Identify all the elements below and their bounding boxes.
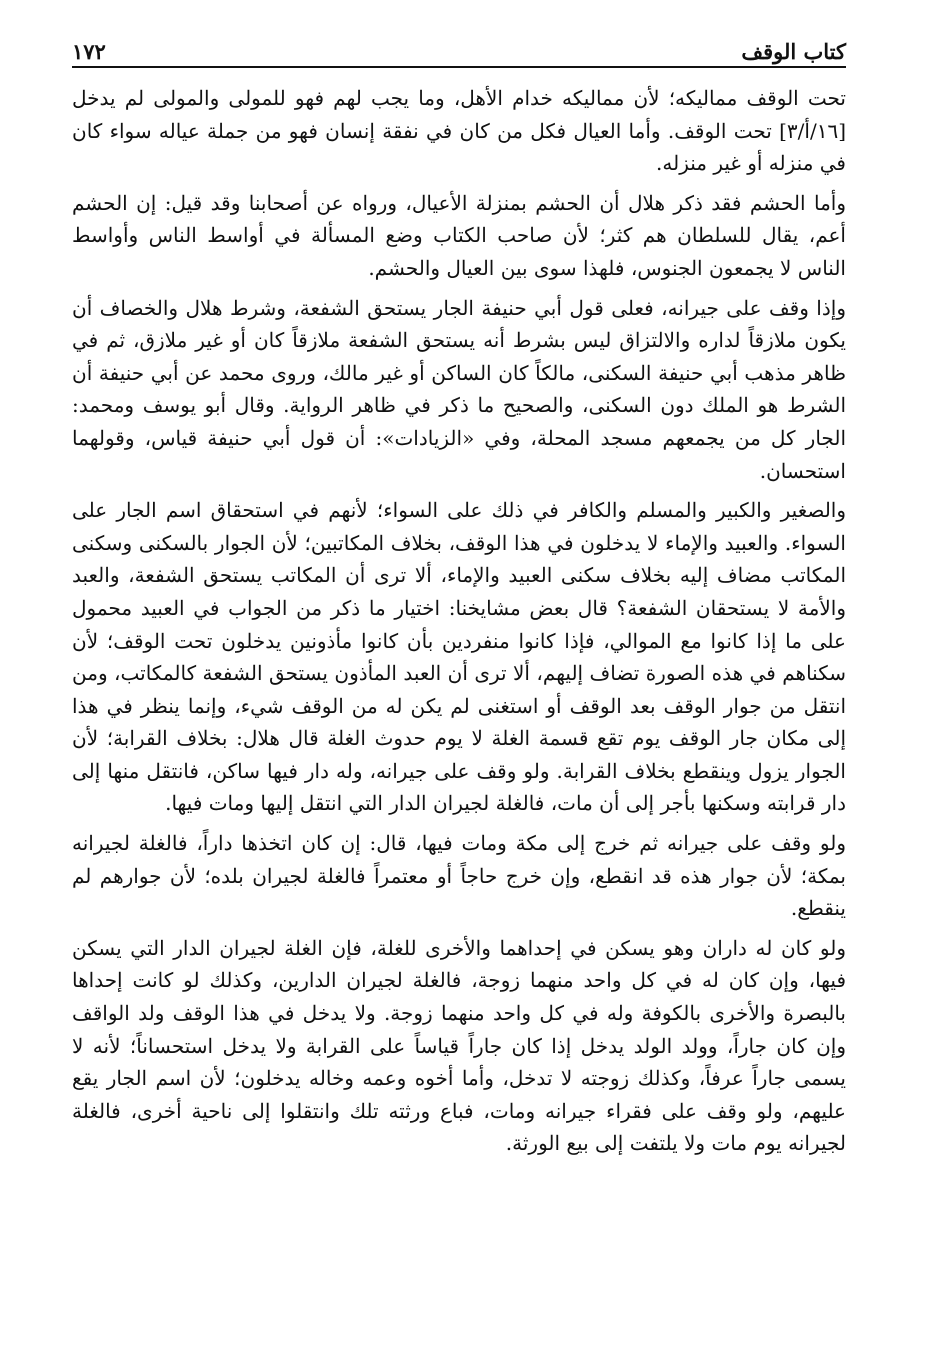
paragraph-2: وأما الحشم فقد ذكر هلال أن الحشم بمنزلة الأعيال، ورواه عن أصحابنا وقد قيل: إن الحشم أعم، يقال للسلطان هم كثر؛ لأن صاحب الكتاب وضع المسألة في أواسط الناس وأواسط الناس لا يجمعون الجنوس، فلهذا سوى بين العيال والحشم. [72,190,846,280]
header-divider [72,66,846,68]
paragraph-1: تحت الوقف مماليكه؛ لأن مماليكه خدام الأهل، وما يجب لهم فهو للمولى والمولى لم يدخل [١٦/أ/٣] تحت الوقف. وأما العيال فكل من كان في نفقة إنسان فهو من جملة عياله سواء كان في منزله أو غير منزله. [72,86,846,176]
book-page [72,28,846,1167]
paragraph-6: ولو كان له داران وهو يسكن في إحداهما والأخرى للغلة، فإن الغلة لجيران الدار التي يسكن فيها، وإن كان له في كل واحد منهما زوجة، فالغلة لجيران الدارين، وكذلك لو كانت إحداها بالبصرة والأخرى بالكوفة وله في كل واحد منهما زوجة. ولا يدخل في هذا الوقف ولد الواقف وإن كان جاراً، وولد الولد يدخل إذا كان جاراً قياساً على القرابة ولا يدخل استحساناً؛ لأنه لا يسمى جاراً عرفاً، وكذلك زوجته لا تدخل، وأما أخوه وعمه وخاله يدخلون؛ لأن اسم الجار يقع عليهم، ولو وقف على فقراء جيرانه ومات، فباع ورثته تلك وانتقلوا إلى ناحية أخرى، فالغلة لجيرانه يوم مات ولا يلتفت إلى بيع الورثة. [72,935,846,1156]
page-header [72,28,846,64]
paragraph-4: والصغير والكبير والمسلم والكافر في ذلك على السواء؛ لأنهم في استحقاق اسم الجار على السواء. والعبيد والإماء لا يدخلون في هذا الوقف، بخلاف المكاتبين؛ لأن الجوار بالسكنى وسكنى المكاتب مضاف إليه بخلاف سكنى العبيد والإماء، ألا ترى أن المكاتب يستحق الشفعة، والعبد والأمة لا يستحقان الشفعة؟ قال بعض مشايخنا: اختيار ما ذكر من الجواب في العبيد محمول على ما إذا كانوا مع الموالي، فإذا كانوا منفردين بأن كانوا مأذونين يدخلون تحت الوقف؛ لأن سكناهم في هذه الصورة تضاف إليهم، ألا ترى أن العبد المأذون يستحق الشفعة كالمكاتب، ومن انتقل من جوار الوقف بعد الوقف أو استغنى لم يكن له من الوقف شيء، وإنما ينظر في هذا إلى مكان جار الوقف يوم تقع قسمة الغلة لا يوم حدوث الغلة قال هلال: بخلاف القرابة؛ لأن الجوار يزول وينقطع بخلاف القرابة. ولو وقف على جيرانه، وله دار فيها ساكن، فانتقل منها إلى دار قرابته وسكنها بأجر إلى أن مات، فالغلة لجيران الدار التي انتقل إليها ومات فيها. [72,498,846,816]
page-number: ١٧٢ [72,39,106,64]
paragraph-3: وإذا وقف على جيرانه، فعلى قول أبي حنيفة الجار يستحق الشفعة، وشرط هلال والخصاف أن يكون ملازقاً لداره والالتزاق ليس بشرط أنه يستحق الشفعة ملازقاً كان أو غير ملازق، ثم في ظاهر مذهب أبي حنيفة السكنى، مالكاً كان الساكن أو غير مالك، وروى محمد عن أبي حنيفة أن الشرط هو الملك دون السكنى، والصحيح ما ذكر في ظاهر الرواية. وقال أبو يوسف ومحمد: الجار كل من يجمعهم مسجد المحلة، وفي «الزيادات»: أن قول أبي حنيفة قياس، وقولهما استحسان. [72,295,846,483]
book-title: كتاب الوقف [741,39,846,64]
paragraph-5: ولو وقف على جيرانه ثم خرج إلى مكة ومات فيها، قال: إن كان اتخذها داراً، فالغلة لجيرانه بمكة؛ لأن جوار هذه قد انقطع، وإن خرج حاجاً أو معتمراً فالغلة لجيران بلده؛ لأن جوارهم لم ينقطع. [72,831,846,921]
